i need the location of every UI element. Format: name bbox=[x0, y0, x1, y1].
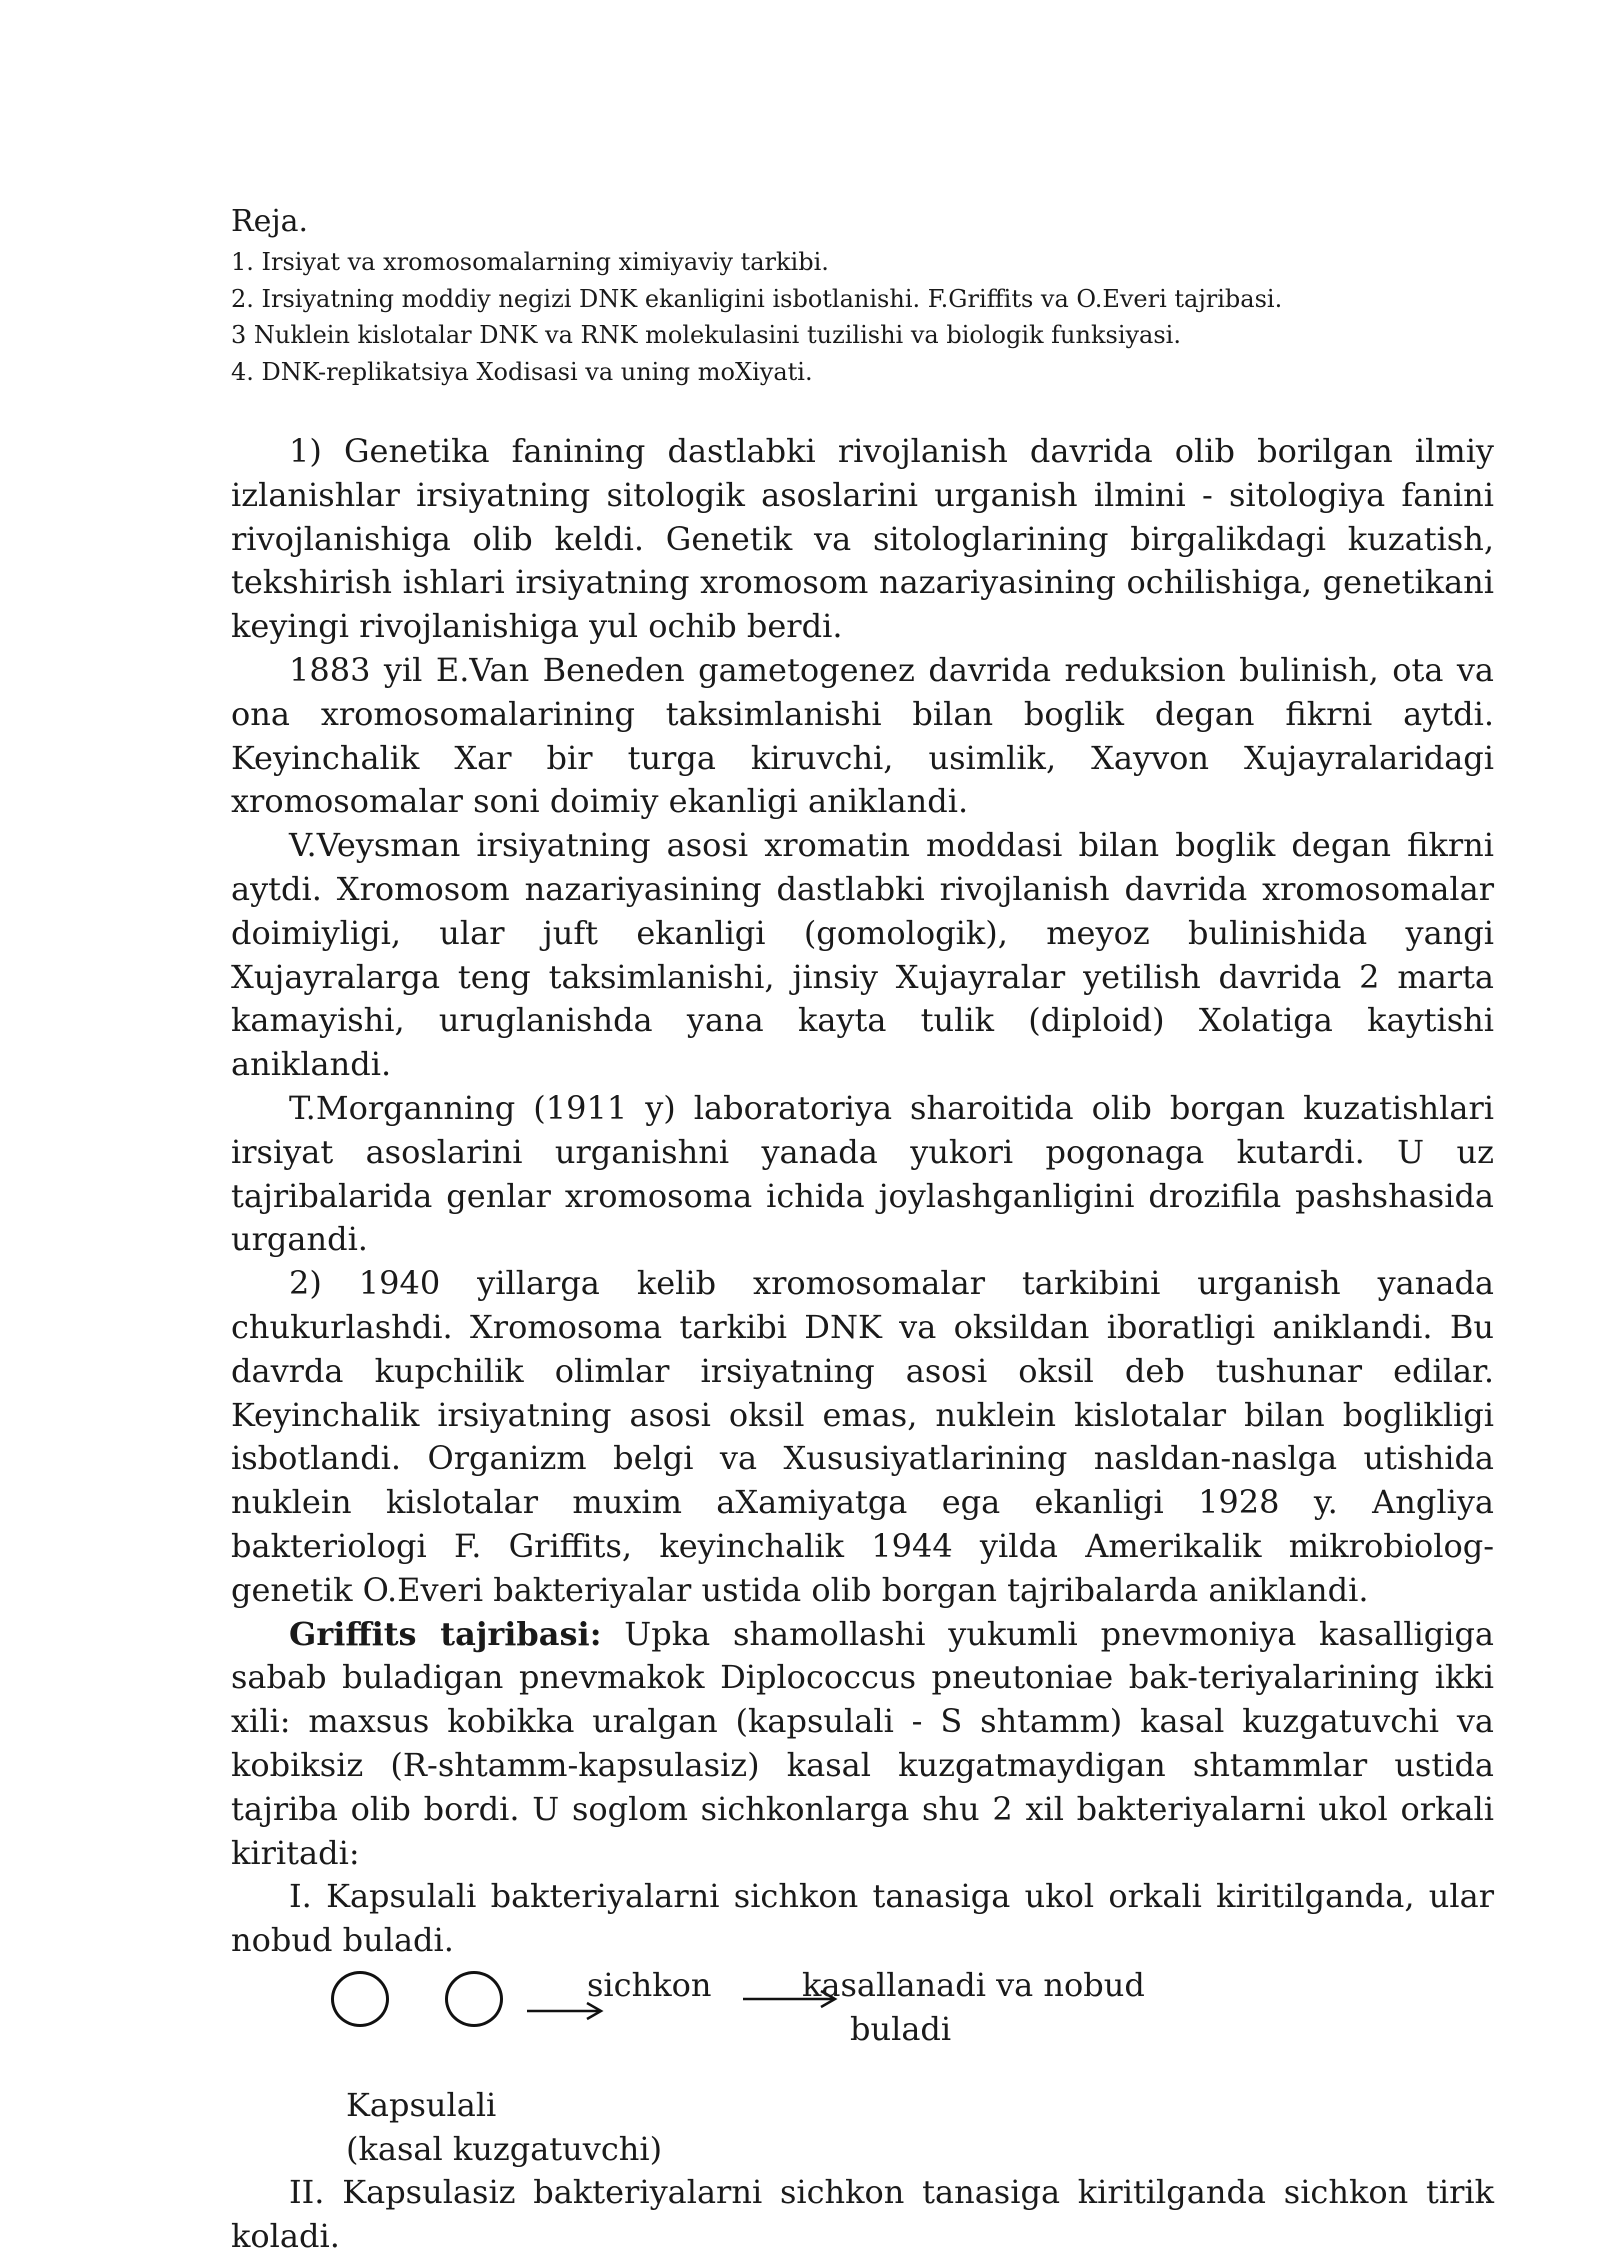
griffits-text: Upka shamollashi yukumli pnevmoniya kasalligiga sabab buladigan pnevmakok Diplococcus pneutoniae bak-teriyalarining ikki xili: maxsus kobikka uralgan (kapsulali - S shtamm) kasal kuzgatuvchi va kobiksiz (R-shtamm-kapsulasiz) kasal kuzgatmaydigan shtammlar ustida tajriba olib bordi. U soglom sichkonlarga shu 2 xil bakteriyalarni ukol orkali kiritadi: bbox=[231, 1614, 1495, 1872]
paragraph-morgan: T.Morganning (1911 y) laboratoriya sharoitida olib borgan kuzatishlari irsiyat asoslarini urganishni yanada yukori pogonaga kutardi. U uz tajribalarida genlar xromosoma ichida joylashganligini drozifila pashshasida urgandi. bbox=[231, 1088, 1494, 1259]
plan-item: 3 Nuklein kislotalar DNK va RNK molekulasini tuzilishi va biologik funksiyasi. bbox=[231, 321, 1181, 349]
griffits-heading: Griffits tajribasi: bbox=[289, 1614, 602, 1653]
griffits-diagram bbox=[231, 1963, 1494, 2063]
paragraph-genetics-history: 1) Genetika fanining dastlabki rivojlanish davrida olib borilgan ilmiy izlanishlar irsiyatning sitologik asoslarini urganish ilmini - sitologiya fanini rivojlanishiga olib keldi. Genetik va sitologlarining birgalikdagi kuzatish, tekshirish ishlari irsiyatning xromosom nazariyasining ochilishiga, genetikani keyingi rivojlanishiga yul ochib berdi. bbox=[231, 432, 1494, 646]
paragraph-1940s: 2) 1940 yillarga kelib xromosomalar tarkibini urganish yanada chukurlashdi. Xromosoma tarkibi DNK va oksildan iboratligi aniklandi. Bu davrda kupchilik olimlar irsiyatning asosi oksil deb tushunar edilar. Keyinchalik irsiyatning asosi oksil emas, nuklein kislotalar bilan boglikligi isbotlandi. Organizm belgi va Xususiyatlarining nasldan-naslga utishida nuklein kislotalar muxim aXamiyatga ega ekanligi 1928 y. Angliya bakteriologi F. Griffits, keyinchalik 1944 yilda Amerikalik mikrobiolog-genetik O.Everi bakteriyalar ustida olib borgan tajribalarda aniklandi. bbox=[231, 1264, 1494, 1609]
bacteria-circle-icon bbox=[331, 1971, 389, 2027]
plan-item: 1. Irsiyat va xromosomalarning ximiyaviy tarkibi. bbox=[231, 248, 829, 276]
plan-item: 2. Irsiyatning moddiy negizi DNK ekanligini isbotlanishi. F.Griffits va O.Everi tajribasi. bbox=[231, 284, 1283, 313]
result-label-continued: buladi bbox=[850, 2009, 952, 2048]
caption-line: (kasal kuzgatuvchi) bbox=[346, 2129, 663, 2168]
paragraph-veysman: V.Veysman irsiyatning asosi xromatin moddasi bilan boglik degan fikrni aytdi. Xromosom nazariyasining dastlabki rivojlanish davrida xromosomalar doimiyligi, ular juft ekanligi (gomologik), meyoz bulinishida yangi Xujayralarga teng taksimlanishi, jinsiy Xujayralar yetilish davrida 2 marta kamayishi, uruglanishda yana kayta tulik (diploid) Xolatiga kaytishi aniklandi. bbox=[231, 826, 1494, 1084]
bacteria-circle-icon bbox=[445, 1971, 503, 2027]
body-text bbox=[231, 430, 1494, 2258]
mouse-label: sichkon bbox=[587, 1965, 712, 2004]
diagram-caption bbox=[346, 2083, 1494, 2171]
paragraph-step-one: I. Kapsulali bakteriyalarni sichkon tanasiga ukol orkali kiritilganda, ular nobud buladi. bbox=[231, 1877, 1494, 1960]
plan-list bbox=[231, 244, 1494, 390]
caption-line: Kapsulali bbox=[346, 2085, 497, 2124]
paragraph-step-two: II. Kapsulasiz bakteriyalarni sichkon tanasiga kiritilganda sichkon tirik koladi. bbox=[231, 2172, 1494, 2255]
page-content bbox=[231, 200, 1494, 2258]
paragraph-griffits-experiment bbox=[231, 1613, 1494, 1876]
plan-item: 4. DNK-replikatsiya Xodisasi va uning moXiyati. bbox=[231, 357, 813, 386]
paragraph-van-beneden: 1883 yil E.Van Beneden gametogenez davrida reduksion bulinish, ota va ona xromosomalarining taksimlanishi bilan boglik degan fikrni aytdi. Keyinchalik Xar bir turga kiruvchi, usimlik, Xayvon Xujayralaridagi xromosomalar soni doimiy ekanligi aniklandi. bbox=[231, 650, 1494, 821]
plan-title: Reja. bbox=[231, 204, 309, 239]
result-label: kasallanadi va nobud bbox=[802, 1965, 1145, 2004]
